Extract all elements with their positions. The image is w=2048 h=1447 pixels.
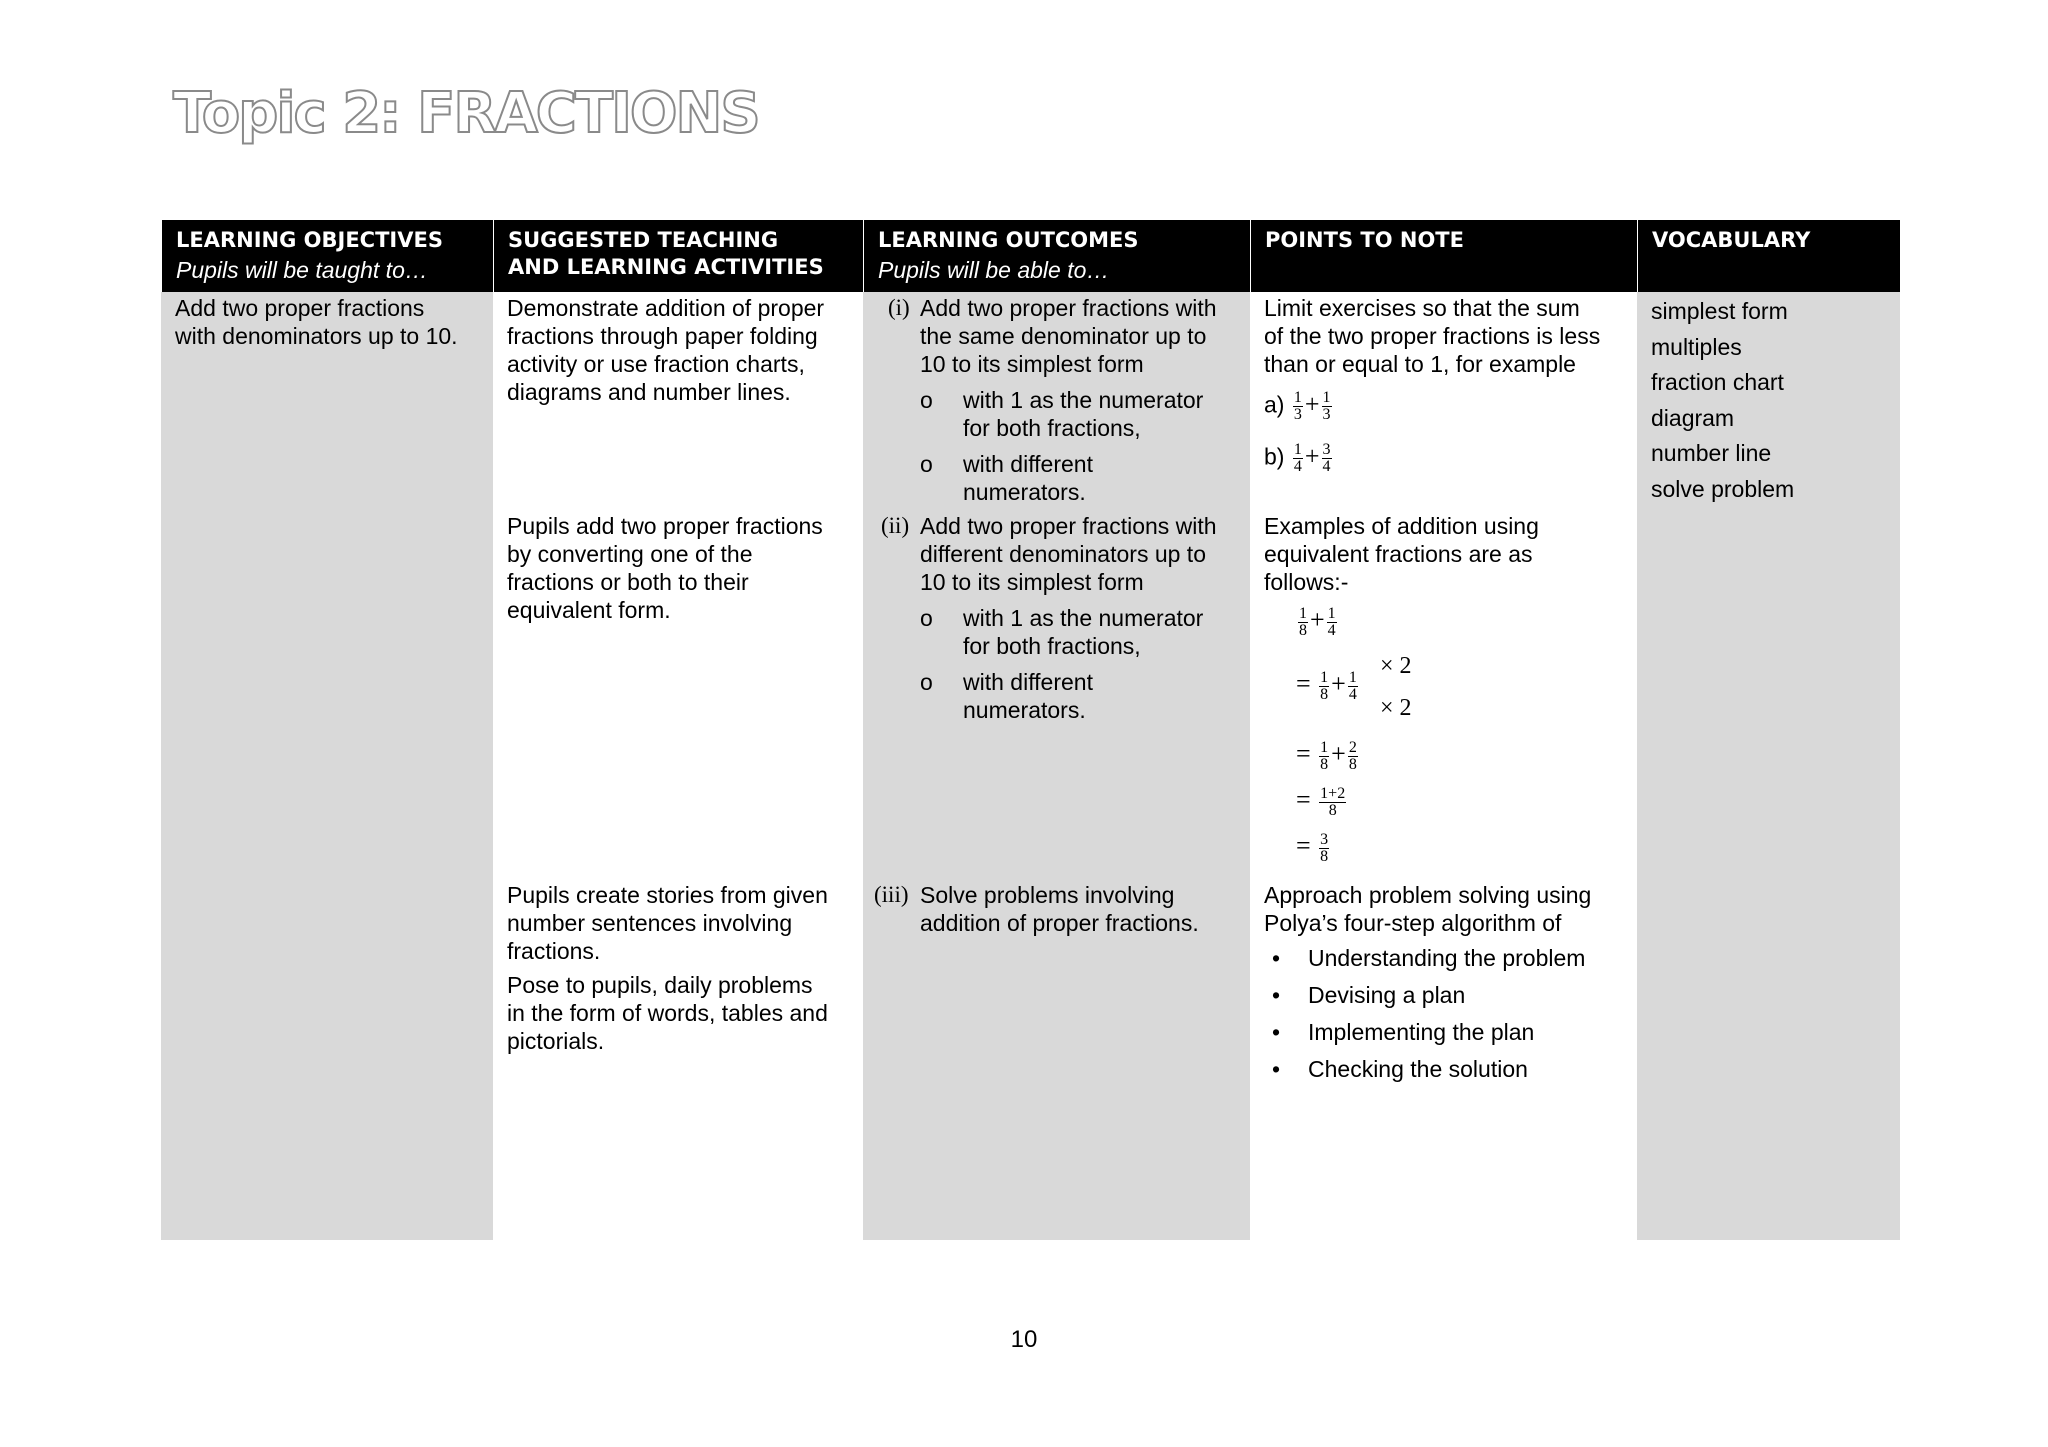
fraction: $\frac{3}{4}$ <box>1322 441 1331 475</box>
note-1: Limit exercises so that the sum of the two proper fractions is less than or equal to 1, for example <box>1264 295 1601 377</box>
page-number: 10 <box>1010 1326 1038 1353</box>
outcome-2-sub-1: with 1 as the numerator for both fractions, <box>963 605 1204 659</box>
objective-text: Add two proper fractions with denominators up to 10. <box>175 295 458 349</box>
outcome-2: Add two proper fractions with different denominators up to 10 to its simplest form <box>920 513 1217 595</box>
header-title: LEARNING OUTCOMES <box>878 228 1139 252</box>
header-points-to-note <box>1250 220 1637 292</box>
outcome-3: Solve problems involving addition of proper fractions. <box>920 882 1199 936</box>
fraction: $\frac{1}{4}$ <box>1293 441 1302 475</box>
column-activities <box>493 220 863 1240</box>
math-step-5: = $\frac{3}{8}$ <box>1296 830 1329 865</box>
header-title: POINTS TO NOTE <box>1265 228 1464 252</box>
math-step-2: = $\frac{1}{8}$ + $\frac{1}{4}$ <box>1296 668 1357 703</box>
bullet: • <box>1272 1019 1281 1045</box>
header-subtitle: Pupils will be able to… <box>878 257 1110 283</box>
activity-3: Pupils create stories from given number sentences involving fractions. <box>507 882 828 964</box>
column-learning-outcomes <box>863 220 1250 1240</box>
outcome-1-sub-2: with different numerators. <box>963 451 1093 505</box>
vocabulary-item: simplest form <box>1651 298 1788 324</box>
note-3: Approach problem solving using Polya’s four-step algorithm of <box>1264 882 1592 936</box>
bullet: • <box>1272 982 1281 1008</box>
math-step-4: = $\frac{1+2}{8}$ <box>1296 784 1346 819</box>
header-title-line2: AND LEARNING ACTIVITIES <box>508 255 824 279</box>
activity-4: Pose to pupils, daily problems in the form of words, tables and pictorials. <box>507 972 828 1054</box>
bullet: • <box>1272 1056 1281 1082</box>
polya-step-3: Implementing the plan <box>1308 1019 1535 1045</box>
page-title: Topic 2: FRACTIONS <box>173 81 759 146</box>
math-step-3: = $\frac{1}{8}$ + $\frac{2}{8}$ <box>1296 738 1357 773</box>
sub-bullet: o <box>920 669 933 695</box>
polya-step-4: Checking the solution <box>1308 1056 1528 1082</box>
polya-step-2: Devising a plan <box>1308 982 1466 1008</box>
outcome-2-sub-2: with different numerators. <box>963 669 1093 723</box>
outcome-1-sub-1: with 1 as the numerator for both fractions, <box>963 387 1204 441</box>
note-2: Examples of addition using equivalent fractions are as follows:- <box>1264 513 1539 595</box>
header-activities <box>493 220 863 292</box>
header-title: SUGGESTED TEACHING <box>508 228 779 252</box>
sub-bullet: o <box>920 451 933 477</box>
fraction: $\frac{1}{3}$ <box>1322 389 1331 423</box>
column-points-to-note <box>1250 220 1637 1240</box>
multiplier-bottom: × 2 <box>1380 695 1412 721</box>
vocabulary-item: solve problem <box>1651 475 1795 502</box>
column-vocabulary <box>1637 220 1900 1240</box>
activity-1: Demonstrate addition of proper fractions through paper folding activity or use fraction charts, diagrams and number lines. <box>507 295 825 405</box>
header-vocabulary <box>1637 220 1900 292</box>
outcome-number-1: (i) <box>888 295 910 320</box>
header-learning-objectives <box>161 220 493 292</box>
sub-bullet: o <box>920 387 933 413</box>
sub-bullet: o <box>920 605 933 631</box>
vocabulary-item: number line <box>1651 440 1772 466</box>
vocabulary-list <box>1651 294 1794 507</box>
column-learning-objectives <box>161 220 493 1240</box>
vocabulary-item: multiples <box>1651 333 1742 360</box>
activity-2: Pupils add two proper fractions by converting one of the fractions or both to their equivalent form. <box>507 513 823 623</box>
outcome-number-2: (ii) <box>881 513 910 538</box>
header-title: VOCABULARY <box>1652 228 1811 252</box>
example-a: a) $\frac{1}{3}$ + $\frac{1}{3}$ <box>1264 389 1331 423</box>
header-title: LEARNING OBJECTIVES <box>176 228 443 252</box>
vocabulary-item: fraction chart <box>1651 369 1784 395</box>
header-learning-outcomes <box>863 220 1250 292</box>
outcome-1: Add two proper fractions with the same denominator up to 10 to its simplest form <box>920 295 1217 377</box>
math-step-1: $\frac{1}{8}$ + $\frac{1}{4}$ <box>1299 604 1336 639</box>
bullet: • <box>1272 945 1281 971</box>
example-b: b) $\frac{1}{4}$ + $\frac{3}{4}$ <box>1264 441 1331 475</box>
header-subtitle: Pupils will be taught to… <box>176 257 428 283</box>
vocabulary-item: diagram <box>1651 404 1735 431</box>
polya-step-1: Understanding the problem <box>1308 945 1586 971</box>
outcome-number-3: (iii) <box>874 882 909 907</box>
multiplier-top: × 2 <box>1380 653 1412 679</box>
fraction: $\frac{1}{3}$ <box>1293 389 1302 423</box>
